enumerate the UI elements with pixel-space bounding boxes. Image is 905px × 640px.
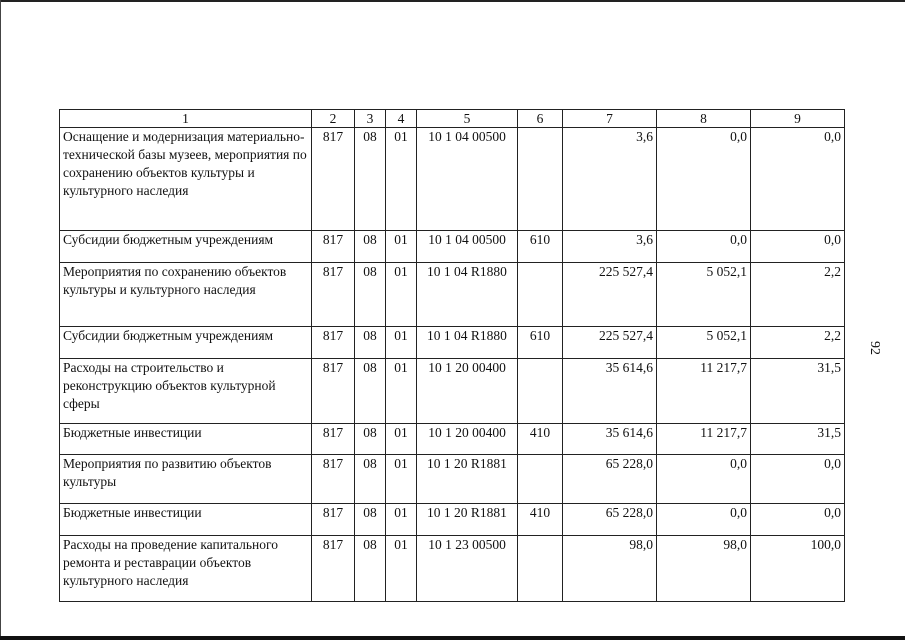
ministry-code: 817 xyxy=(312,327,355,359)
expense-name: Субсидии бюджетным учреждениям xyxy=(60,327,312,359)
table-row xyxy=(60,231,845,263)
amount-planned: 35 614,6 xyxy=(563,359,657,424)
section-code: 08 xyxy=(355,359,386,424)
expense-name: Бюджетные инвестиции xyxy=(60,424,312,455)
expense-name: Мероприятия по развитию объектов культуры xyxy=(60,455,312,504)
page-border-bottom xyxy=(0,636,905,640)
expense-name: Бюджетные инвестиции xyxy=(60,504,312,536)
amount-planned: 65 228,0 xyxy=(563,504,657,536)
page-number: 92 xyxy=(867,341,882,355)
percent-executed: 31,5 xyxy=(751,424,845,455)
expense-name: Расходы на строительство и реконструкцию объектов культурной сферы xyxy=(60,359,312,424)
column-header-1: 1 xyxy=(60,110,312,128)
column-header-8: 8 xyxy=(657,110,751,128)
target-code: 10 1 23 00500 xyxy=(417,536,518,602)
ministry-code: 817 xyxy=(312,263,355,327)
section-code: 08 xyxy=(355,536,386,602)
target-code: 10 1 04 00500 xyxy=(417,128,518,231)
percent-executed: 2,2 xyxy=(751,327,845,359)
table-row xyxy=(60,128,845,231)
section-code: 08 xyxy=(355,327,386,359)
column-header-4: 4 xyxy=(386,110,417,128)
amount-planned: 98,0 xyxy=(563,536,657,602)
table-row xyxy=(60,359,845,424)
ministry-code: 817 xyxy=(312,359,355,424)
section-code: 08 xyxy=(355,455,386,504)
section-code: 08 xyxy=(355,263,386,327)
subsection-code: 01 xyxy=(386,455,417,504)
expense-type-code: 610 xyxy=(518,231,563,263)
expense-type-code xyxy=(518,455,563,504)
amount-planned: 225 527,4 xyxy=(563,263,657,327)
amount-planned: 3,6 xyxy=(563,128,657,231)
table-row xyxy=(60,455,845,504)
amount-executed: 5 052,1 xyxy=(657,327,751,359)
amount-executed: 11 217,7 xyxy=(657,359,751,424)
expense-name: Мероприятия по сохранению объектов культуры и культурного наследия xyxy=(60,263,312,327)
target-code: 10 1 04 R1880 xyxy=(417,263,518,327)
percent-executed: 100,0 xyxy=(751,536,845,602)
ministry-code: 817 xyxy=(312,231,355,263)
table-row xyxy=(60,504,845,536)
target-code: 10 1 04 R1880 xyxy=(417,327,518,359)
column-header-6: 6 xyxy=(518,110,563,128)
column-header-2: 2 xyxy=(312,110,355,128)
percent-executed: 31,5 xyxy=(751,359,845,424)
column-header-3: 3 xyxy=(355,110,386,128)
expense-type-code: 410 xyxy=(518,504,563,536)
section-code: 08 xyxy=(355,504,386,536)
section-code: 08 xyxy=(355,231,386,263)
subsection-code: 01 xyxy=(386,263,417,327)
amount-planned: 225 527,4 xyxy=(563,327,657,359)
expense-name: Оснащение и модернизация материально-технической базы музеев, мероприятия по сохранению объектов культуры и культурного наследия xyxy=(60,128,312,231)
amount-executed: 0,0 xyxy=(657,231,751,263)
subsection-code: 01 xyxy=(386,128,417,231)
table-row xyxy=(60,263,845,327)
subsection-code: 01 xyxy=(386,359,417,424)
ministry-code: 817 xyxy=(312,536,355,602)
table-row xyxy=(60,536,845,602)
ministry-code: 817 xyxy=(312,504,355,536)
target-code: 10 1 04 00500 xyxy=(417,231,518,263)
table-row xyxy=(60,424,845,455)
percent-executed: 0,0 xyxy=(751,128,845,231)
amount-executed: 0,0 xyxy=(657,128,751,231)
amount-executed: 11 217,7 xyxy=(657,424,751,455)
page-border-top xyxy=(0,0,905,2)
page-border-left xyxy=(0,0,1,640)
target-code: 10 1 20 R1881 xyxy=(417,455,518,504)
expense-name: Расходы на проведение капитального ремонта и реставрации объектов культурного наследия xyxy=(60,536,312,602)
amount-executed: 0,0 xyxy=(657,504,751,536)
target-code: 10 1 20 00400 xyxy=(417,424,518,455)
percent-executed: 0,0 xyxy=(751,231,845,263)
expense-type-code xyxy=(518,128,563,231)
expense-type-code xyxy=(518,263,563,327)
expense-name: Субсидии бюджетным учреждениям xyxy=(60,231,312,263)
ministry-code: 817 xyxy=(312,455,355,504)
percent-executed: 2,2 xyxy=(751,263,845,327)
expense-type-code: 410 xyxy=(518,424,563,455)
amount-executed: 5 052,1 xyxy=(657,263,751,327)
ministry-code: 817 xyxy=(312,128,355,231)
amount-planned: 35 614,6 xyxy=(563,424,657,455)
expense-type-code xyxy=(518,359,563,424)
subsection-code: 01 xyxy=(386,424,417,455)
section-code: 08 xyxy=(355,128,386,231)
amount-planned: 65 228,0 xyxy=(563,455,657,504)
table-row xyxy=(60,327,845,359)
target-code: 10 1 20 00400 xyxy=(417,359,518,424)
column-header-5: 5 xyxy=(417,110,518,128)
target-code: 10 1 20 R1881 xyxy=(417,504,518,536)
budget-table xyxy=(59,109,845,602)
amount-executed: 98,0 xyxy=(657,536,751,602)
section-code: 08 xyxy=(355,424,386,455)
subsection-code: 01 xyxy=(386,504,417,536)
subsection-code: 01 xyxy=(386,327,417,359)
expense-type-code: 610 xyxy=(518,327,563,359)
subsection-code: 01 xyxy=(386,231,417,263)
amount-planned: 3,6 xyxy=(563,231,657,263)
column-header-7: 7 xyxy=(563,110,657,128)
subsection-code: 01 xyxy=(386,536,417,602)
amount-executed: 0,0 xyxy=(657,455,751,504)
header-row xyxy=(60,110,845,128)
column-header-9: 9 xyxy=(751,110,845,128)
percent-executed: 0,0 xyxy=(751,455,845,504)
ministry-code: 817 xyxy=(312,424,355,455)
expense-type-code xyxy=(518,536,563,602)
percent-executed: 0,0 xyxy=(751,504,845,536)
